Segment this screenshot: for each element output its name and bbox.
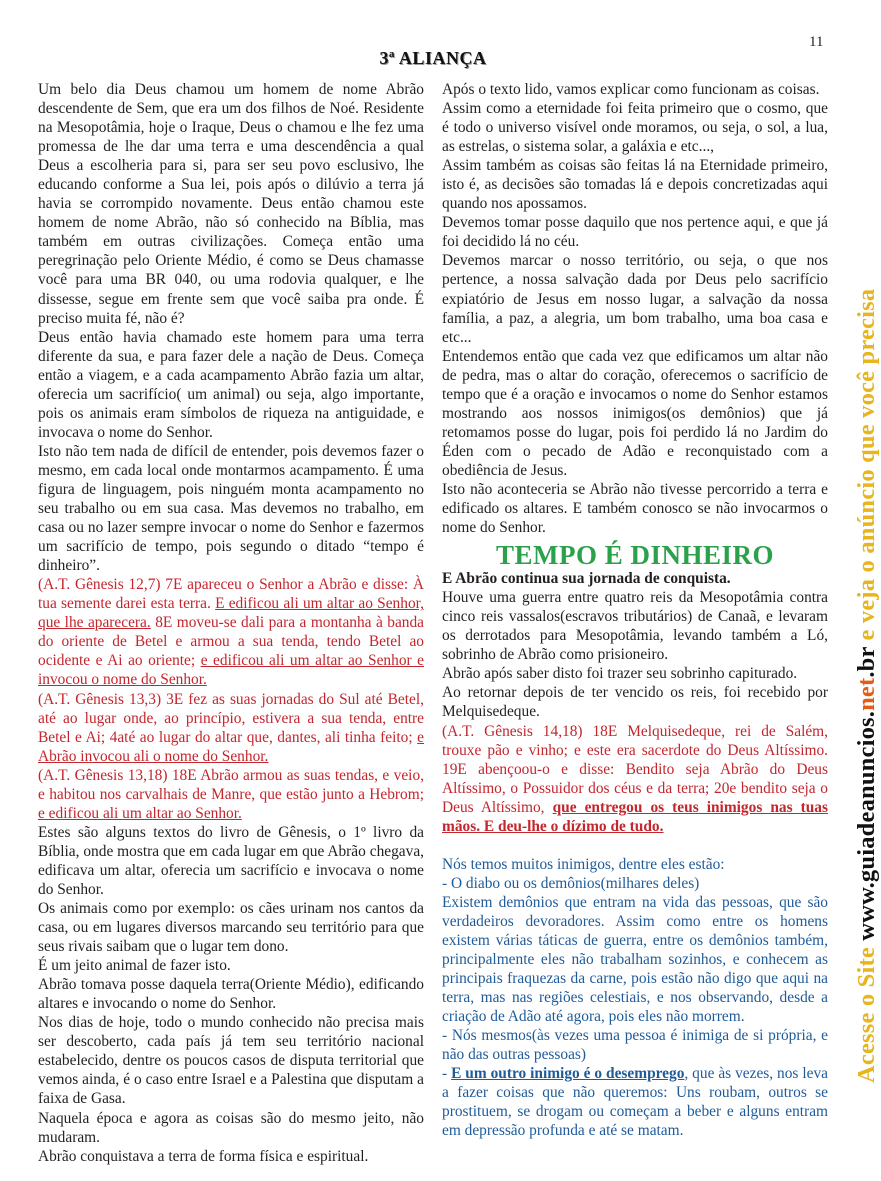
- banner-text: Acesse o Site: [853, 940, 880, 1083]
- quote-emphasis: que entregou os teus inimigos nas tuas mãos. E deu-lhe o dízimo de tudo.: [442, 798, 828, 835]
- paragraph: Deus então havia chamado este homem para uma terra diferente da sua, e para fazer dele a nação de Deus. Começa então a viagem, e a cada acampamento Abrão fazia um altar, oferecia um sacrifício( um animal) ou seja, algo importante, pois os animais eram símbolos de riqueza na antiguidade, e invocava o nome do Senhor.: [38, 328, 424, 441]
- section-heading: TEMPO É DINHEIRO: [495, 540, 775, 571]
- paragraph: Abrão conquistava a terra de forma física e espiritual.: [38, 1147, 369, 1165]
- quote-emphasis: e edificou ali um altar ao Senhor e invocou o nome do Senhor.: [38, 652, 424, 689]
- scripture-quote: [38, 766, 424, 823]
- quote-emphasis: e Abrão invocou ali o nome do Senhor.: [38, 728, 424, 765]
- paragraph: Nos dias de hoje, todo o mundo conhecido não precisa mais ser descoberto, cada país já tem seu território nacional estabelecido, dentre os poucos casos de disputa territorial que vemos ainda, é o caso entre Israel e a Palestina que disputam a faixa de Gasa.: [38, 1014, 424, 1108]
- list-emphasis: E um outro inimigo é o desemprego: [451, 1065, 685, 1083]
- paragraph: Assim como a eternidade foi feita primeiro que o cosmo, que é todo o universo visível onde moramos, ou seja, o sol, a lua, as estrelas, o sistema solar, a galáxia e etc...,: [442, 100, 828, 156]
- quote-text: (A.T. Gênesis 14,18) 18E Melquisedeque, rei de Salém, trouxe pão e vinho; e este era sacerdote do Deus Altíssimo. 19E abençoou-o e disse: Bendito seja Abrão do Deus Altíssimo, o Possuidor dos céus e da terra; 20e bendito seja o Deus Altíssimo,: [442, 722, 828, 816]
- paragraph: Um belo dia Deus chamou um homem de nome Abrão descendente de Sem, que era um dos filhos de Noé. Residente na Mesopotâmia, hoje o Iraque, Deus o chamou e lhe fez uma promessa de lhe dar uma terra e uma descendência a qual Deus a escolheria para si, para ser seu povo esclusivo, lhe educando conforme a Sua lei, pois após o dilúvio a terra já havia se corrompido novamente. Deus então chamou este homem de nome Abrão, não só conhecido na Bíblia, mas também em outras civilizações. Começa então uma peregrinação pelo Oriente Médio, é como se Deus chamasse você para uma BR 040, ou uma rodovia qualquer, e lhe dissesse, segue em frente sem que você saiba pra onde. É preciso muita fé, não é?: [38, 81, 424, 327]
- paragraph: Após o texto lido, vamos explicar como funcionam as coisas.: [442, 81, 820, 98]
- paragraph: Abrão tomava posse daquela terra(Oriente Médio), edificando altares e invocando o nome do Senhor.: [38, 976, 424, 1013]
- list-item: - O diabo ou os demônios(milhares deles): [442, 874, 700, 892]
- paragraph: Assim também as coisas são feitas lá na Eternidade primeiro, isto é, as decisões são tomadas lá e depois concretizadas aqui quando nos apossamos.: [442, 157, 828, 213]
- quote-emphasis: e edificou ali um altar ao Senhor.: [38, 804, 242, 822]
- banner-text: e veja o anúncio que você precisa: [853, 288, 880, 647]
- paragraph: Houve uma guerra entre quatro reis da Mesopotâmia contra cinco reis vassalos(escravos tributários) de Canaã, e levaram os derrotados para Mesopotâmia, levando também a Ló, sobrinho de Abrão como prisioneiro.: [442, 589, 828, 664]
- left-column: [38, 80, 424, 1166]
- paragraph: Nós temos muitos inimigos, dentre eles estão:: [442, 855, 725, 873]
- banner-site-link: www.guiadeanuncios.: [853, 710, 880, 941]
- quote-emphasis: E edificou ali um altar ao Senhor, que lhe aparecera.: [38, 595, 424, 632]
- side-banner-ad: [853, 289, 881, 1083]
- page-number: 11: [809, 34, 824, 50]
- paragraph: Existem demônios que entram na vida das pessoas, que são verdadeiros devoradores. Assim como entre os homens existem várias táticas de guerra, entre os demônios também, principalmente eles não trabalham sozinhos, e conhecem as principais fraquezas da carne, pois estão não digo que aqui na terra, mas nas regiões celestiais, e nos observando, desde a criação de Adão até agora, pois eles não morrem.: [442, 893, 828, 1026]
- banner-site-suffix: .br: [853, 646, 880, 678]
- paragraph: Entendemos então que cada vez que edificamos um altar não de pedra, mas o altar do coração, oferecemos o sacrifício de tempo que é a oração e invocamos o nome do Senhor estamos mostrando aos nossos inimigos(os demônios) que já retomamos posse do lugar, pois foi perdido lá no Jardim do Éden com o pecado de Adão e reconquistado com a obediência de Jesus.: [442, 347, 828, 479]
- subheading: E Abrão continua sua jornada de conquista.: [442, 570, 731, 588]
- banner-site-tld: net: [853, 677, 880, 711]
- scripture-quote: [442, 722, 828, 836]
- list-text: , que às vezes, nos leva a fazer coisas que não queremos: Uns roubam, outros se prostituem, se drogam ou começam a beber e alguns entram em depressão profunda e até se matam.: [442, 1065, 828, 1140]
- right-column: [442, 80, 828, 1140]
- blank-line: [442, 836, 828, 855]
- paragraph: É um jeito animal de fazer isto.: [38, 957, 231, 975]
- paragraph: Estes são alguns textos do livro de Gênesis, o 1º livro da Bíblia, onde mostra que em cada lugar em que Abrão chegava, edificava um altar, oferecia um sacrifício e invocava o nome do Senhor.: [38, 823, 424, 898]
- quote-text: (A.T. Gênesis 13,18) 18E Abrão armou as suas tendas, e veio, e habitou nos carvalhais de Manre, que estão junto a Hebrom;: [38, 766, 424, 803]
- quote-text: (A.T. Gênesis 13,3) 3E fez as suas jornadas do Sul até Betel, até ao lugar onde, ao princípio, estivera a sua tenda, entre Betel e Ai; 4até ao lugar do altar que, dantes, ali tinha feito;: [38, 690, 424, 746]
- paragraph: Abrão após saber disto foi trazer seu sobrinho capiturado.: [442, 665, 798, 683]
- paragraph: Naquela época e agora as coisas são do mesmo jeito, não mudaram.: [38, 1109, 424, 1146]
- list-dash: -: [442, 1065, 452, 1083]
- list-item: [442, 1064, 828, 1140]
- quote-text: 8E moveu-se dali para a montanha à banda do oriente de Betel e armou a sua tenda, tendo Betel ao ocidente e Ai ao oriente;: [38, 614, 425, 670]
- paragraph: Devemos marcar o nosso território, ou seja, o que nos pertence, a nossa salvação dada por Deus pelo sacrifício expiatório de Jesus em nosso lugar, a salvação da nossa família, a paz, a alegria, um bom trabalho, uma boa casa e etc...: [442, 252, 828, 346]
- paragraph: Ao retornar depois de ter vencido os reis, foi recebido por Melquisedeque.: [442, 684, 828, 721]
- list-item: - Nós mesmos(às vezes uma pessoa é inimiga de si própria, e não das outras pessoas): [442, 1027, 828, 1064]
- paragraph: Devemos tomar posse daquilo que nos pertence aqui, e que já foi decidido lá no céu.: [442, 214, 828, 251]
- section-title: 3ª ALIANÇA: [379, 48, 487, 68]
- paragraph: Os animais como por exemplo: os cães urinam nos cantos da casa, ou em lugares diversos marcando seu território para que seus rivais saibam que o lugar tem dono.: [38, 900, 424, 956]
- scripture-quote: [38, 575, 424, 689]
- quote-text: (A.T. Gênesis 12,7) 7E apareceu o Senhor a Abrão e disse: À tua semente darei esta terra.: [38, 576, 424, 613]
- paragraph: Isto não aconteceria se Abrão não tivesse percorrido a terra e edificado os altares. E também conosco se não invocarmos o nome do Senhor.: [442, 480, 828, 537]
- scripture-quote: [38, 690, 424, 766]
- paragraph: Isto não tem nada de difícil de entender, pois devemos fazer o mesmo, em cada local onde montarmos acampamento. É uma figura de linguagem, pois ninguém monta acampamento no seu trabalho ou em sua casa. Mas devemos no trabalho, em casa ou no lazer sempre invocar o nome do Senhor e fazermos um sacrifício de tempo, pois segundo o ditado “tempo é dinheiro”.: [38, 442, 424, 575]
